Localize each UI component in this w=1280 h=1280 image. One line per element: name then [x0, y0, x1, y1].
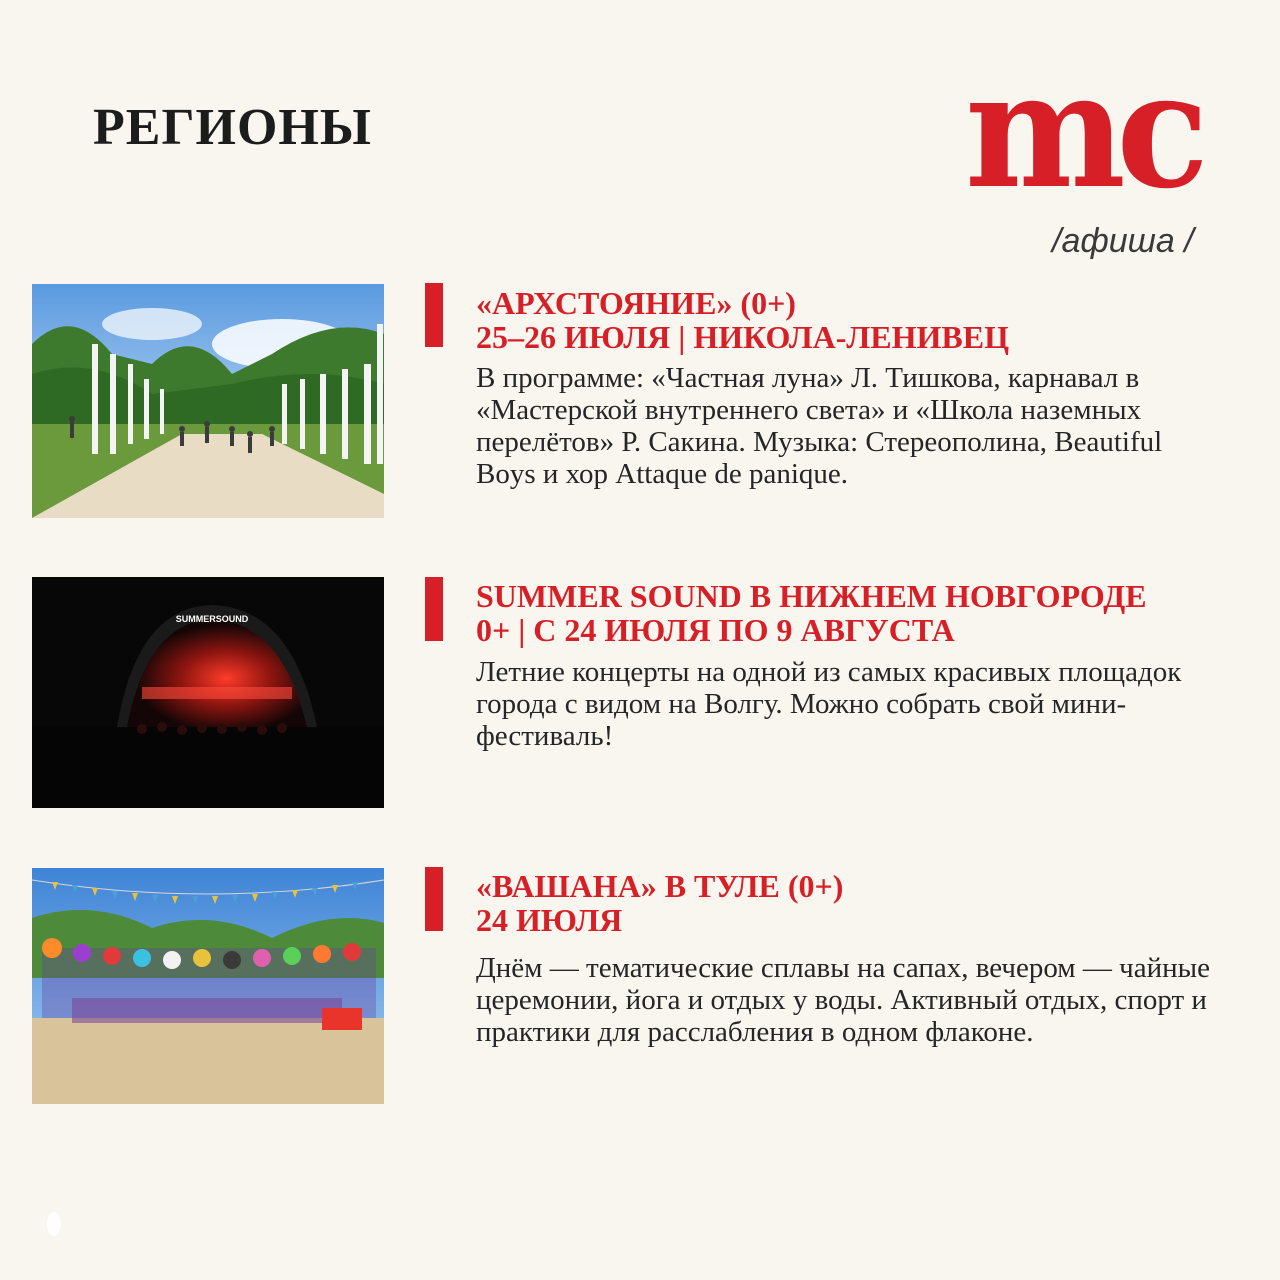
corner-mark	[47, 1212, 61, 1236]
event-description: В программе: «Частная луна» Л. Тишкова, карнавал в «Мастерской внутреннего света» и «Школа наземных перелётов» Р. Сакина. Музыка: Стереополина, Beautiful Boys и хор Attaque de panique.	[476, 362, 1163, 490]
event-title-line1: «ВАШАНА» В ТУЛЕ (0+)	[476, 868, 844, 904]
event-photo-vashana	[32, 868, 384, 1104]
event-photo-summer-sound	[32, 577, 384, 808]
event-title	[476, 579, 1147, 647]
accent-bar	[425, 283, 443, 347]
page-title: РЕГИОНЫ	[93, 99, 372, 156]
logo-mark: mc	[965, 36, 1200, 224]
event-title	[476, 869, 843, 937]
stage-sign: SUMMERSOUND	[175, 614, 249, 624]
park-columns-photo	[32, 284, 384, 518]
event-date-place: 0+ | С 24 ИЮЛЯ ПО 9 АВГУСТА	[476, 612, 955, 648]
event-date-place: 25–26 ИЮЛЯ | НИКОЛА-ЛЕНИВЕЦ	[476, 319, 1009, 355]
accent-bar	[425, 577, 443, 641]
event-description: Днём — тематические сплавы на сапах, вечером — чайные церемонии, йога и отдых у воды. Активный отдых, спорт и практики для расслабления в одном флаконе.	[476, 952, 1211, 1048]
event-title-line1: SUMMER SOUND В НИЖНЕМ НОВГОРОДЕ	[476, 578, 1147, 614]
event-title-line1: «АРХСТОЯНИЕ» (0+)	[476, 285, 796, 321]
festival-group-photo	[32, 868, 384, 1104]
event-date-place: 24 ИЮЛЯ	[476, 902, 623, 938]
concert-stage-photo	[32, 577, 384, 808]
event-description: Летние концерты на одной из самых красивых площадок города с видом на Волгу. Можно собрать свой мини-фестиваль!	[476, 656, 1182, 752]
event-photo-arhstoyanie	[32, 284, 384, 518]
accent-bar	[425, 867, 443, 931]
mc-logo[interactable]	[965, 36, 1210, 224]
logo-subtitle: /афиша /	[1052, 222, 1194, 260]
event-title	[476, 286, 1009, 354]
